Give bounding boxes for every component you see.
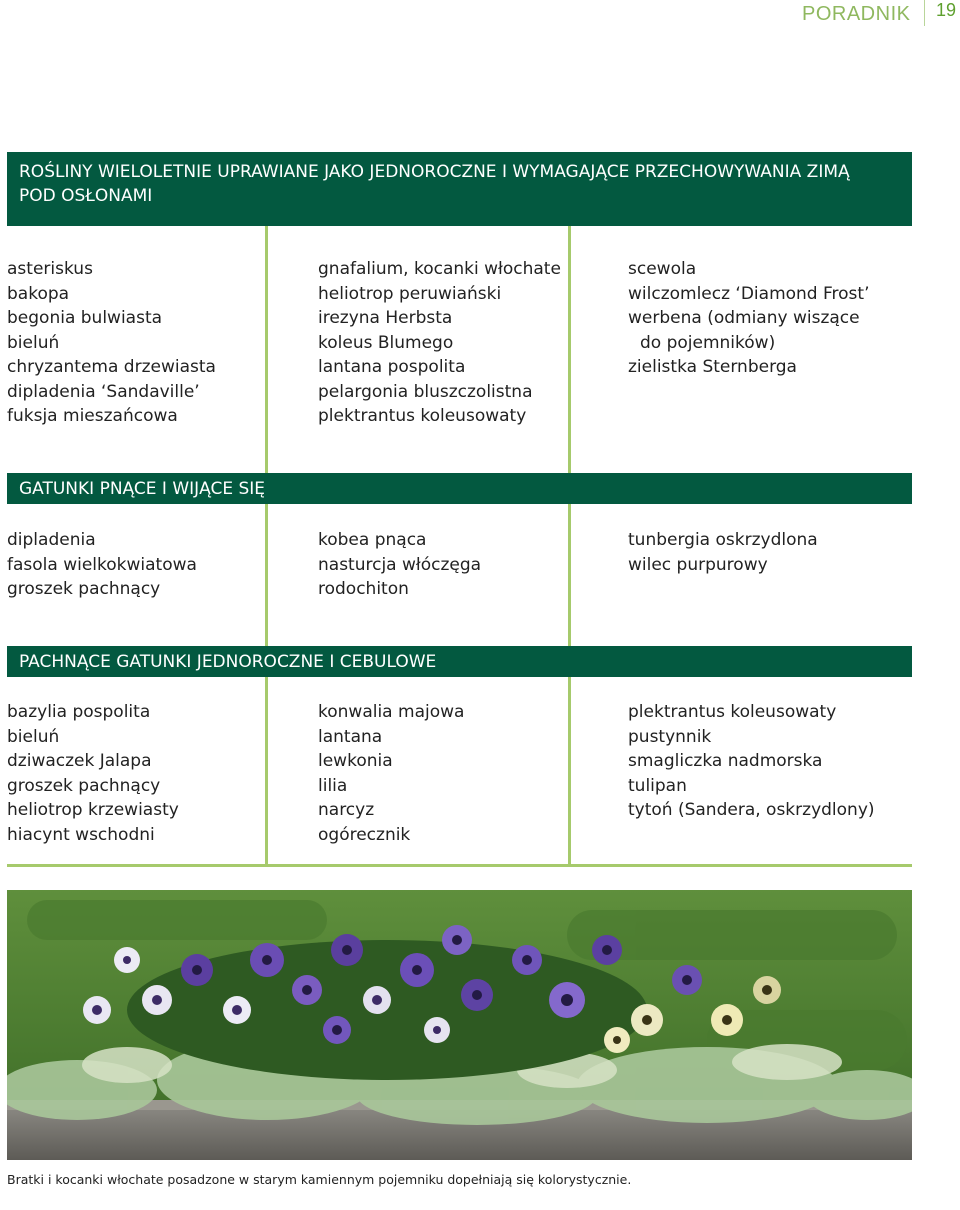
list-item: heliotrop krzewiasty	[7, 800, 179, 820]
list-item: wilczomlecz ‘Diamond Frost’	[628, 283, 870, 304]
photo-illustration	[7, 890, 912, 1160]
list-item: pustynnik	[628, 726, 712, 747]
plant-list-col-1	[7, 257, 216, 429]
plant-list-col-3	[628, 528, 818, 577]
list-item: dipladenia ‘Sandaville’	[7, 381, 200, 402]
list-item: irezyna Herbsta	[318, 308, 453, 328]
list-item: groszek pachnący	[7, 775, 161, 796]
list-item: gnafalium, kocanki włochate	[318, 259, 561, 279]
list-item: scewola	[628, 259, 697, 279]
list-item: ogórecznik	[318, 824, 411, 845]
list-item: lewkonia	[318, 751, 393, 771]
running-head-divider	[924, 0, 925, 26]
page-number: 19	[936, 0, 957, 20]
list-item: lantana	[318, 726, 383, 747]
list-item: bazylia pospolita	[7, 702, 151, 722]
plant-list-col-3	[628, 700, 875, 823]
section-title-line-2: POD OSŁONAMI	[19, 186, 153, 206]
column-divider	[568, 504, 571, 646]
list-item: rodochiton	[318, 579, 409, 599]
column-divider	[265, 677, 268, 867]
column-divider	[568, 226, 571, 473]
plant-list-col-2	[318, 257, 561, 429]
running-head-label: PORADNIK	[802, 3, 911, 25]
photo-caption: Bratki i kocanki włochate posadzone w starym kamiennym pojemniku dopełniają się kolorystycznie.	[7, 1172, 632, 1187]
list-item: plektrantus koleusowaty	[628, 702, 837, 722]
section-title-line-1: ROŚLINY WIELOLETNIE UPRAWIANE JAKO JEDNOROCZNE I WYMAGAJĄCE PRZECHOWYWANIA ZIMĄ	[19, 162, 850, 182]
list-item: wilec purpurowy	[628, 554, 768, 575]
list-item: heliotrop peruwiański	[318, 283, 502, 304]
section-title: GATUNKI PNĄCE I WIJĄCE SIĘ	[19, 479, 266, 499]
list-item: hiacynt wschodni	[7, 824, 155, 845]
list-item: bakopa	[7, 283, 70, 304]
list-item: konwalia majowa	[318, 702, 465, 722]
plant-list-col-1	[7, 700, 179, 847]
plant-list-col-1	[7, 528, 197, 602]
list-item: werbena (odmiany wiszące	[628, 308, 860, 328]
list-item: zielistka Sternberga	[628, 357, 797, 377]
column-divider	[568, 677, 571, 867]
list-item: lantana pospolita	[318, 357, 466, 377]
list-item: dziwaczek Jalapa	[7, 751, 152, 771]
plant-list-col-2	[318, 700, 464, 847]
list-item: dipladenia	[7, 530, 96, 550]
list-item: do pojemników)	[640, 332, 776, 353]
list-item: fasola wielkokwiatowa	[7, 554, 197, 575]
flower-planter-photo	[7, 890, 912, 1160]
list-item: begonia bulwiasta	[7, 308, 163, 328]
section-title: PACHNĄCE GATUNKI JEDNOROCZNE I CEBULOWE	[19, 652, 437, 672]
list-item: bieluń	[7, 332, 60, 353]
list-item: tunbergia oskrzydlona	[628, 530, 818, 550]
list-item: groszek pachnący	[7, 579, 161, 599]
list-item: pelargonia bluszczolistna	[318, 381, 533, 402]
list-item: plektrantus koleusowaty	[318, 406, 527, 426]
column-divider	[265, 226, 268, 473]
list-item: asteriskus	[7, 259, 93, 279]
list-item: narcyz	[318, 800, 375, 820]
running-head	[700, 0, 960, 28]
list-item: lilia	[318, 775, 348, 796]
list-item: smagliczka nadmorska	[628, 751, 823, 771]
section-header-fragrant	[7, 646, 912, 677]
list-item: koleus Blumego	[318, 332, 454, 353]
section-header-climbers	[7, 473, 912, 504]
section-header-perennials	[7, 152, 912, 226]
plant-list-col-3	[628, 257, 870, 380]
column-divider	[265, 504, 268, 646]
list-item: tulipan	[628, 775, 687, 796]
section-bottom-rule	[7, 864, 912, 867]
list-item: tytoń (Sandera, oskrzydlony)	[628, 800, 875, 820]
list-item: chryzantema drzewiasta	[7, 357, 216, 377]
list-item: bieluń	[7, 726, 60, 747]
list-item: nasturcja włóczęga	[318, 554, 482, 575]
list-item: fuksja mieszańcowa	[7, 406, 178, 426]
plant-list-col-2	[318, 528, 481, 602]
list-item: kobea pnąca	[318, 530, 427, 550]
